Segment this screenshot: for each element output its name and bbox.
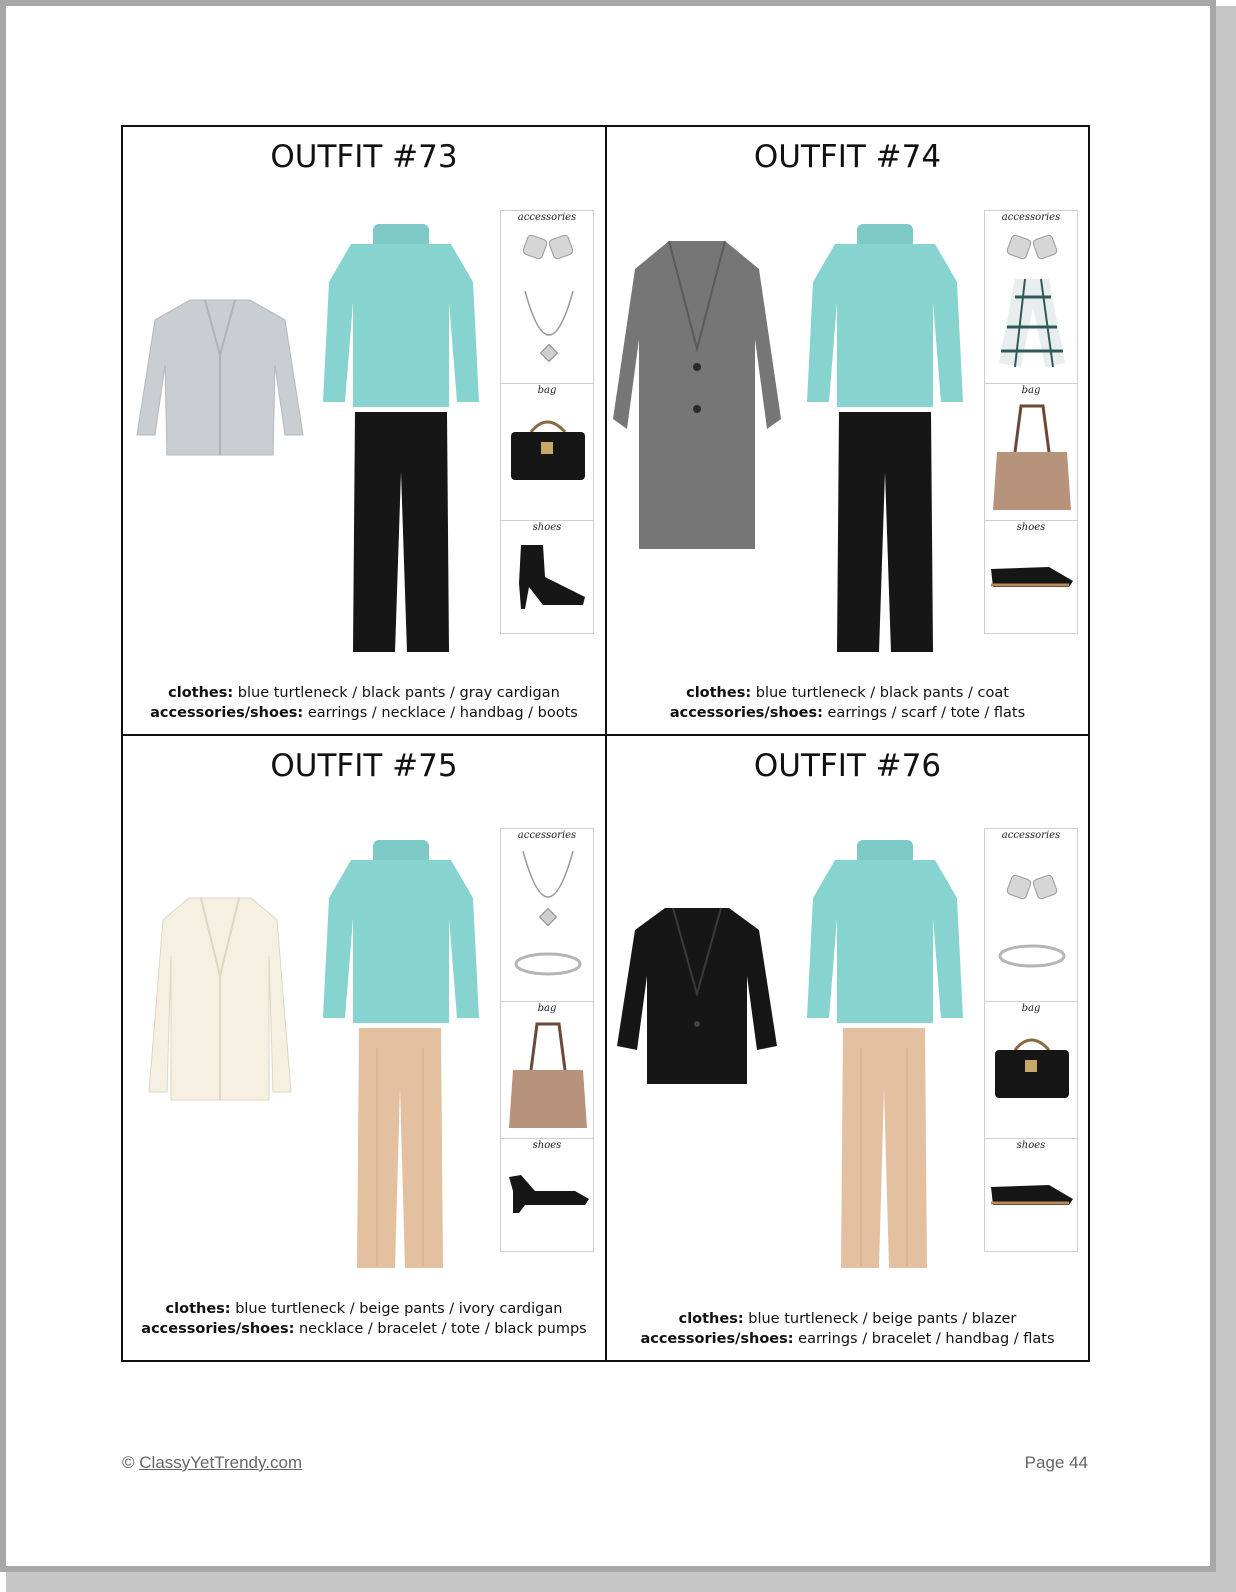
bracelet-image bbox=[511, 949, 585, 979]
blue-turtleneck-image bbox=[321, 222, 481, 412]
panel-label: accessories bbox=[517, 830, 577, 841]
panel-label: accessories bbox=[1001, 212, 1061, 223]
accessories-panel bbox=[984, 828, 1078, 1002]
necklace-image bbox=[521, 289, 577, 369]
outfit-card-74 bbox=[605, 125, 1090, 736]
outfit-caption bbox=[123, 683, 605, 723]
accessories-text: earrings / necklace / handbag / boots bbox=[303, 705, 578, 721]
panel-label: bag bbox=[537, 385, 557, 396]
panel-label: bag bbox=[1021, 385, 1041, 396]
ivory-cardigan-image bbox=[145, 896, 295, 1102]
black-handbag-image bbox=[507, 412, 589, 484]
earrings-image bbox=[521, 233, 575, 263]
panel-label: shoes bbox=[532, 1140, 562, 1151]
clothes-text: blue turtleneck / black pants / coat bbox=[751, 685, 1009, 701]
outfit-title: OUTFIT #74 bbox=[753, 139, 942, 175]
shoes-panel bbox=[500, 520, 594, 634]
beige-pants-image bbox=[839, 1028, 929, 1273]
accessories-text: earrings / scarf / tote / flats bbox=[822, 705, 1026, 721]
clothes-label: clothes: bbox=[165, 1301, 231, 1317]
shoes-panel bbox=[500, 1138, 594, 1252]
outfit-title: OUTFIT #73 bbox=[270, 139, 458, 175]
beige-pants-image bbox=[355, 1028, 445, 1273]
outfit-title: OUTFIT #76 bbox=[753, 748, 942, 784]
accessories-panel bbox=[984, 210, 1078, 384]
outfit-card-73 bbox=[121, 125, 607, 736]
page-shadow-right bbox=[1216, 6, 1236, 1592]
shoes-panel bbox=[984, 520, 1078, 634]
accessories-label: accessories/shoes: bbox=[141, 1321, 295, 1337]
blue-turtleneck-image bbox=[805, 222, 965, 412]
black-blazer-image bbox=[615, 906, 779, 1088]
panel-label: bag bbox=[1021, 1003, 1041, 1014]
accessories-label: accessories/shoes: bbox=[640, 1331, 794, 1347]
black-pants-image bbox=[835, 412, 935, 657]
tan-tote-image bbox=[507, 1020, 589, 1130]
outfit-grid bbox=[121, 125, 1090, 1362]
clothes-label: clothes: bbox=[678, 1311, 744, 1327]
bag-panel bbox=[984, 1001, 1078, 1139]
panel-label: shoes bbox=[1016, 522, 1046, 533]
bag-panel bbox=[500, 383, 594, 521]
black-flats-image bbox=[989, 1177, 1075, 1211]
page-shadow-bottom bbox=[6, 1572, 1236, 1592]
panel-label: shoes bbox=[1016, 1140, 1046, 1151]
blue-turtleneck-image bbox=[805, 838, 965, 1028]
earrings-image bbox=[1005, 873, 1059, 903]
bag-panel bbox=[984, 383, 1078, 521]
outfit-caption bbox=[123, 1299, 605, 1339]
shoes-panel bbox=[984, 1138, 1078, 1252]
tan-tote-image bbox=[991, 402, 1073, 512]
outfit-card-75 bbox=[121, 734, 607, 1362]
accessories-label: accessories/shoes: bbox=[150, 705, 304, 721]
clothes-label: clothes: bbox=[168, 685, 234, 701]
accessories-label: accessories/shoes: bbox=[669, 705, 823, 721]
earrings-image bbox=[1005, 233, 1059, 263]
outfit-card-76 bbox=[605, 734, 1090, 1362]
accessories-panel bbox=[500, 210, 594, 384]
necklace-image bbox=[519, 849, 577, 933]
site-link[interactable]: ClassyYetTrendy.com bbox=[139, 1453, 303, 1472]
black-flats-image bbox=[989, 559, 1075, 593]
panel-label: shoes bbox=[532, 522, 562, 533]
accessories-panel bbox=[500, 828, 594, 1002]
page-number: Page 44 bbox=[1024, 1453, 1088, 1472]
black-boots-image bbox=[509, 543, 589, 613]
panel-label: bag bbox=[537, 1003, 557, 1014]
black-pants-image bbox=[351, 412, 451, 657]
clothes-text: blue turtleneck / black pants / gray cardigan bbox=[233, 685, 560, 701]
copyright-symbol: © bbox=[122, 1453, 135, 1472]
panel-label: accessories bbox=[1001, 830, 1061, 841]
outfit-title: OUTFIT #75 bbox=[270, 748, 458, 784]
bag-panel bbox=[500, 1001, 594, 1139]
footer-copyright bbox=[122, 1453, 302, 1473]
black-handbag-image bbox=[991, 1030, 1073, 1102]
plaid-scarf-image bbox=[995, 277, 1069, 369]
bracelet-image bbox=[995, 941, 1069, 971]
accessories-text: earrings / bracelet / handbag / flats bbox=[793, 1331, 1055, 1347]
outfit-caption bbox=[607, 1309, 1088, 1349]
gray-cardigan-image bbox=[135, 295, 305, 465]
blue-turtleneck-image bbox=[321, 838, 481, 1028]
panel-label: accessories bbox=[517, 212, 577, 223]
outfit-caption bbox=[607, 683, 1088, 723]
clothes-label: clothes: bbox=[686, 685, 752, 701]
accessories-text: necklace / bracelet / tote / black pumps bbox=[294, 1321, 587, 1337]
black-pumps-image bbox=[505, 1169, 591, 1215]
clothes-text: blue turtleneck / beige pants / ivory cardigan bbox=[230, 1301, 563, 1317]
clothes-text: blue turtleneck / beige pants / blazer bbox=[743, 1311, 1017, 1327]
gray-coat-image bbox=[609, 239, 785, 559]
